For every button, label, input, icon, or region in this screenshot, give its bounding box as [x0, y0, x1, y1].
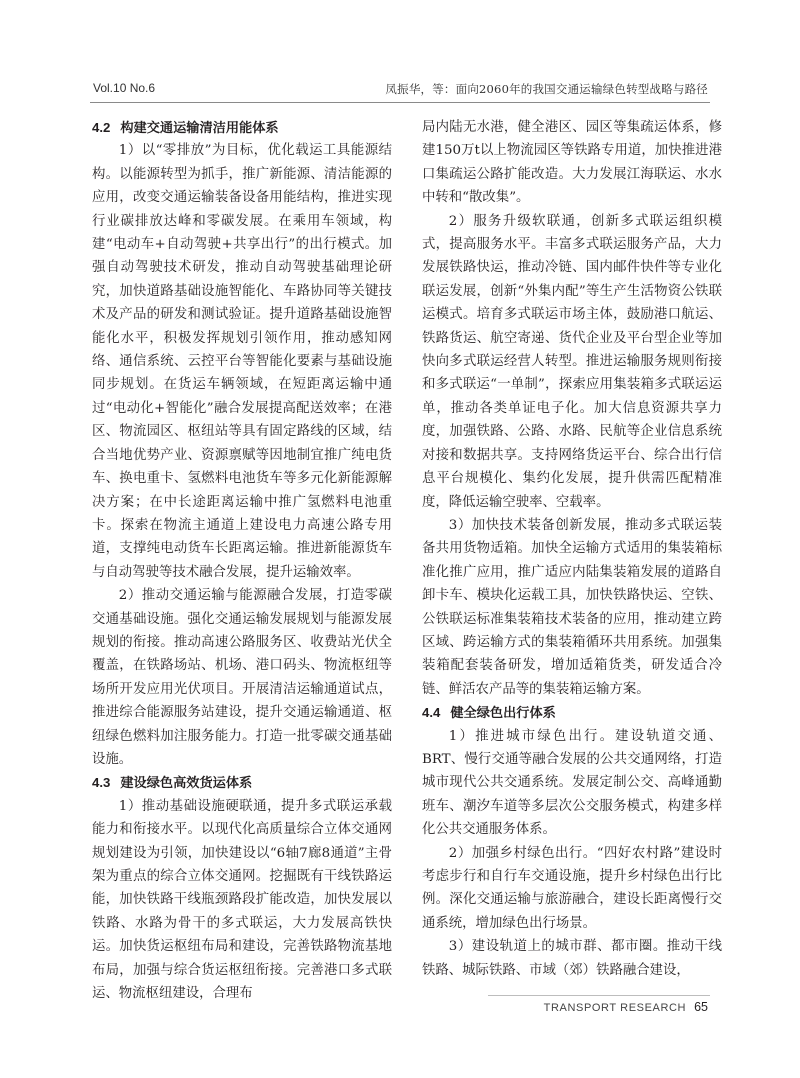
journal-name: TRANSPORT RESEARCH — [543, 1002, 687, 1014]
paragraph: 3）加快技术装备创新发展，推动多式联运装备共用货物适箱。加快全运输方式适用的集装箱标准化推广应用，推广适应内陆集装箱发展的道路自卸卡车、模块化运载工具，加快铁路快运、空铁、公铁联运标准集装箱技术装备的应用，推动建立跨区域、跨运输方式的集装箱循环共用系统。加强集装箱配套装备研发，增加适箱货类，研发适合冷链、鲜活农产品等的集装箱运输方案。 — [422, 517, 722, 697]
section-number: 4.3 — [92, 775, 111, 791]
page-footer — [544, 1000, 708, 1014]
running-title: 凤振华，等：面向2060年的我国交通运输绿色转型战略与路径 — [385, 82, 708, 96]
paragraph: 1）推动基础设施硬联通，提升多式联运承载能力和衔接水平。以现代化高质量综合立体交通网规划建设为引领，加快建设以“6轴7廊8通道”主骨架为重点的综合立体交通网。挖掘既有干线铁路运能，加快铁路干线瓶颈路段扩能改造，加快发展以铁路、水路为骨干的多式联运，大力发展高铁快运。加快货运枢纽布局和建设，完善铁路物流基地布局，加强与综合货运枢纽衔接。完善港口多式联运、物流枢纽建设，合理布 — [92, 798, 392, 1002]
section-heading-4-4 — [422, 701, 722, 724]
paragraph: 3）建设轨道上的城市群、都市圈。推动干线铁路、城际铁路、市域（郊）铁路融合建设， — [422, 939, 722, 978]
section-number: 4.4 — [422, 705, 441, 721]
header-rule — [90, 102, 710, 103]
paragraph-continued: 局内陆无水港，健全港区、园区等集疏运体系，修建150万t以上物流园区等铁路专用道，加快推进港口集疏运公路扩能改造。大力发展江海联运、水水中转和“散改集”。 — [422, 120, 722, 206]
right-column — [422, 116, 722, 982]
footer-rule — [488, 995, 710, 996]
left-column — [92, 116, 392, 1005]
paragraph: 2）服务升级软联通，创新多式联运组织模式，提高服务水平。丰富多式联运服务产品，大力发展铁路快运，推动冷链、国内邮件快件等专业化联运发展，创新“外集内配”等生产生活物资公铁联运模式。培育多式联运市场主体，鼓励港口航运、铁路货运、航空寄递、货代企业及平台型企业等加快向多式联运经营人转型。推进运输服务规则衔接和多式联运“一单制”，探索应用集装箱多式联运运单，推动各类单证电子化。加大信息资源共享力度，加强铁路、公路、水路、民航等企业信息系统对接和数据共享。支持网络货运平台、综合出行信息平台规模化、集约化发展，提升供需匹配精准度，降低运输空驶率、空载率。 — [422, 213, 722, 510]
page-number: 65 — [694, 1000, 708, 1014]
paragraph: 1）以“零排放”为目标，优化载运工具能源结构。以能源转型为抓手，推广新能源、清洁能源的应用，改变交通运输装备设备用能结构，推进实现行业碳排放达峰和零碳发展。在乘用车领域，构建“电动车+自动驾驶+共享出行”的出行模式。加强自动驾驶技术研发，推动自动驾驶基础理论研究，加快道路基础设施智能化、车路协同等关键技术及产品的研发和测试验证。提升道路基础设施智能化水平，积极发挥规划引领作用，推动感知网络、通信系统、云控平台等智能化要素与基础设施同步规划。在货运车辆领域，在短距离运输中通过“电动化+智能化”融合发展提高配送效率；在港区、物流园区、枢纽站等具有固定路线的区域，结合当地优势产业、资源禀赋等因地制宜推广纯电货车、换电重卡、氢燃料电池货车等多元化新能源解决方案；在中长途距离运输中推广氢燃料电池重卡。探索在物流主通道上建设电力高速公路专用道，支撑纯电动货车长距离运输。推进新能源货车与自动驾驶等技术融合发展，提升运输效率。 — [92, 143, 392, 580]
section-heading-4-2 — [92, 116, 392, 139]
paragraph: 1）推进城市绿色出行。建设轨道交通、BRT、慢行交通等融合发展的公共交通网络，打造城市现代公共交通系统。发展定制公交、高峰通勤班车、潮汐车道等多层次公交服务模式，构建多样化公共交通服务体系。 — [422, 728, 722, 838]
section-title: 健全绿色出行体系 — [450, 705, 556, 721]
section-heading-4-3 — [92, 771, 392, 794]
section-title: 构建交通运输清洁用能体系 — [120, 120, 279, 135]
section-title: 建设绿色高效货运体系 — [120, 775, 253, 791]
paragraph: 2）加强乡村绿色出行。“四好农村路”建设时考虑步行和自行车交通设施，提升乡村绿色出行比例。深化交通运输与旅游融合，建设长距离慢行交通系统，增加绿色出行场景。 — [422, 845, 722, 931]
paragraph: 2）推动交通运输与能源融合发展，打造零碳交通基础设施。强化交通运输发展规划与能源发展规划的衔接。推动高速公路服务区、收费站光伏全覆盖，在铁路场站、机场、港口码头、物流枢纽等场所开发应用光伏项目。开展清洁运输通道试点，推进综合能源服务站建设，提升交通运输通道、枢纽绿色燃料加注服务能力。打造一批零碳交通基础设施。 — [92, 588, 392, 767]
section-number: 4.2 — [92, 120, 111, 135]
volume-issue: Vol.10 No.6 — [93, 81, 156, 95]
